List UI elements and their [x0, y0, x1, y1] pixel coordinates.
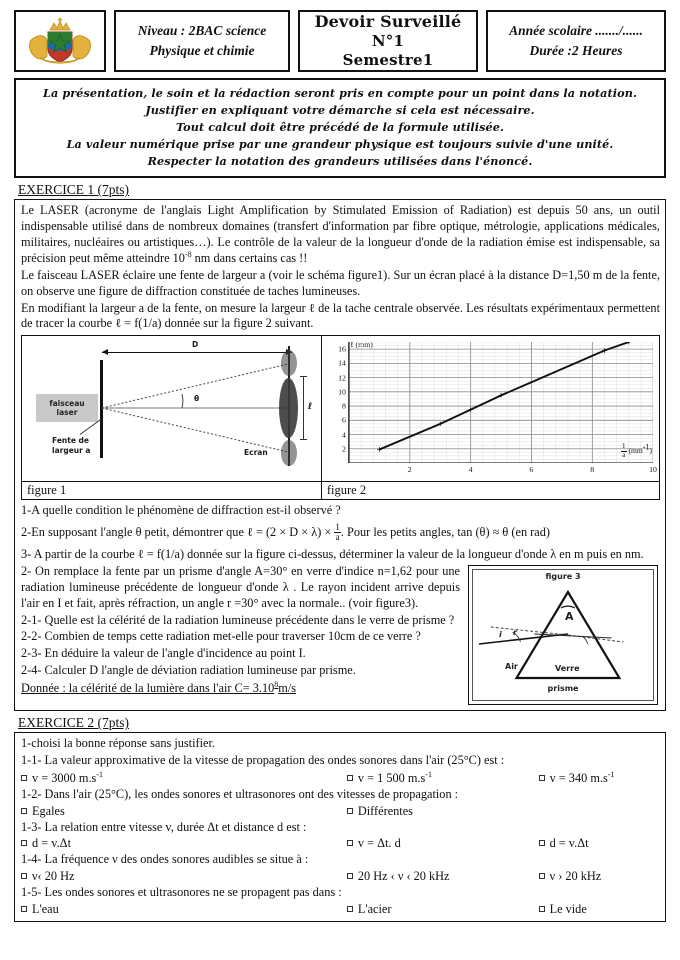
exercise1-question-1: 1-A quelle condition le phénomène de diffraction est-il observé ?: [21, 503, 341, 518]
figure1-ell-label: ℓ: [308, 402, 313, 413]
given-text-b: m/s: [278, 680, 297, 695]
x-axis-unit: $(mm^{-1})$: [628, 442, 652, 455]
q2-frac-num: 1: [335, 521, 340, 532]
figure1-screen-label: Ecran: [244, 448, 268, 458]
exercise1-intro-paragraph-3: En modifiant la largeur a de la fente, on mesure la largeur ℓ de la tache centrale observée. Les résultats expérimentaux permettent de tracer la courbe ℓ = f(1/a) donnée sur la figure 2 suivant.: [21, 300, 660, 331]
instruction-line: Justifier en expliquant votre démarche si cela est nécessaire.: [145, 103, 535, 118]
mcq-option[interactable]: [539, 836, 660, 852]
exercise1-question-3: 3- A partir de la courbe ℓ = f(1/a) donnée sur la figure ci-dessus, déterminer la valeur de la longueur d'onde λ en m puis en nm.: [21, 546, 644, 561]
checkbox-icon[interactable]: [539, 873, 545, 879]
x-axis-fraction: [621, 443, 627, 459]
mcq-option-label: ν‹ 20 Hz: [32, 869, 75, 884]
graph-x-tick: 8: [590, 465, 595, 475]
graph-x-axis-label: [621, 443, 652, 459]
mcq-option-label: d = v.Δt: [32, 836, 71, 851]
graph-y-tick: 12: [338, 373, 346, 383]
graph-y-axis-label: ℓ (mm): [349, 340, 373, 350]
figure2-caption: figure 2: [322, 481, 659, 499]
mcq-option-label: Le vide: [549, 901, 587, 916]
checkbox-icon[interactable]: [21, 775, 27, 781]
mcq-option[interactable]: [21, 770, 347, 787]
graph-y-tick: 16: [338, 344, 346, 354]
instructions-box: [14, 78, 666, 178]
diffraction-spot: [279, 378, 298, 438]
mcq-prompt: 1-3- La relation entre vitesse v, durée Δt et distance d est :: [21, 819, 307, 834]
exercise2-box: [14, 732, 666, 921]
graph-y-tick: 10: [338, 387, 346, 397]
checkbox-icon[interactable]: [21, 873, 27, 879]
graph-y-tick: 14: [338, 358, 346, 368]
exercise1-question-2: [21, 523, 660, 543]
graph-y-tick: 6: [341, 415, 346, 425]
checkbox-icon[interactable]: [21, 906, 27, 912]
mcq-option[interactable]: [347, 770, 539, 787]
diffraction-spot: [281, 350, 297, 376]
emblem-box: [14, 10, 106, 72]
instruction-line: Tout calcul doit être précédé de la formule utilisée.: [176, 120, 504, 135]
given-exponent: 8: [274, 679, 279, 689]
mcq-option[interactable]: [347, 902, 539, 918]
graph-x-tick: 4: [468, 465, 473, 475]
graph-y-tick: 4: [341, 430, 346, 440]
figure3-caption: figure 3: [545, 572, 581, 582]
mcq-prompt: 1-1- La valeur approximative de la vitesse de propagation des ondes sonores dans l'air (25°C) est :: [21, 753, 505, 768]
graph-x-tick: 6: [529, 465, 534, 475]
level-line-2: Physique et chimie: [149, 43, 255, 58]
q2-frac-den: a: [335, 532, 340, 543]
exercise1-intro-paragraph-2: Le faisceau LASER éclaire une fente de largeur a (voir le schéma figure1). Sur un écran placé à la distance D=1,50 m de la fente, on observe une figure de diffraction constituée de taches lumineuses.: [21, 268, 660, 298]
exercise1-title: EXERCICE 1 (7pts): [18, 182, 129, 198]
checkbox-icon[interactable]: [347, 808, 353, 814]
mcq-option[interactable]: [347, 804, 539, 820]
graph-plot-area: [338, 342, 657, 475]
exercise1-question-4: 2- On remplace la fente par un prisme d'angle A=30° en verre d'indice n=1,62 pour une radiation lumineuse précédente de longueur d'onde λ . Le rayon incident arrive depuis l'air en I et fait, après réfraction, un angle r =30° avec la normale.. (voir figure3).: [21, 564, 460, 610]
mcq-prompt: 1-5- Les ondes sonores et ultrasonores ne se propagent pas dans :: [21, 885, 342, 900]
checkbox-icon[interactable]: [539, 840, 545, 846]
figure2-cell: [321, 336, 659, 500]
instruction-line: La présentation, le soin et la rédaction seront pris en compte pour un point dans la notation.: [43, 86, 637, 100]
given-text-a: Donnée : la célérité de la lumière dans l'air C= 3.10: [21, 680, 275, 695]
mcq-option[interactable]: [539, 770, 660, 787]
checkbox-icon[interactable]: [347, 906, 353, 912]
mcq-option-row: [21, 869, 660, 885]
graph-svg: [349, 342, 653, 463]
checkbox-icon[interactable]: [539, 906, 545, 912]
exercise2-title: EXERCICE 2 (7pts): [18, 715, 129, 731]
year-duration-box: [486, 10, 666, 72]
mcq-option-label: v = Δt. d: [357, 836, 401, 851]
figure1-diagram: [22, 336, 321, 481]
x-axis-frac-den: a: [622, 450, 626, 459]
mcq-option[interactable]: [21, 869, 347, 885]
checkbox-icon[interactable]: [539, 775, 545, 781]
graph-y-tick: 2: [341, 444, 346, 454]
mcq-option[interactable]: [21, 902, 347, 918]
exercise1-question-4-2: 2-2- Combien de temps cette radiation met-elle pour traverser 10cm de ce verre ?: [21, 629, 421, 644]
mcq-option-row: [21, 836, 660, 852]
central-width-marker: [303, 376, 304, 440]
diffraction-rays: [22, 336, 321, 481]
mcq-option[interactable]: [347, 869, 539, 885]
laser-label-line-1: faisceau: [49, 398, 85, 408]
exercise1-intro-paragraph-1: [21, 203, 660, 267]
intro-exponent: -8: [184, 250, 192, 260]
exercise1-question-4-4: 2-4- Calculer D l'angle de déviation radiation lumineuse par prisme.: [21, 662, 356, 677]
exercise1-question-4-1: 2-1- Quelle est la célérité de la radiation lumineuse précédente dans le verre de prisme ?: [21, 612, 455, 627]
intro-text-a: Le LASER (acronyme de l'anglais Light Amplification by Stimulated Emission of Radiation) est depuis 50 ans, un outil indispensable utilisé dans de nombreux domaines (transfert d'information par fibre optique, métrologie, applications médicales, militaires, nucléaires ou artistiques…). Le contrôle de la valeur de la longueur d'onde de la radiation émise est indispensable, sa précision peut même atteindre 10: [21, 203, 660, 266]
exercise1-question-4-3: 2-3- En déduire la valeur de l'angle d'incidence au point I.: [21, 646, 306, 661]
exercise1-box: [14, 199, 666, 711]
figure1-distance-label: D: [192, 340, 199, 350]
graph-x-tick: 2: [407, 465, 412, 475]
mcq-option[interactable]: [539, 869, 660, 885]
checkbox-icon[interactable]: [347, 840, 353, 846]
x-axis-frac-num: 1: [622, 442, 626, 451]
figure3-glass-label: Verre: [555, 664, 580, 674]
page-header: [14, 10, 666, 72]
mcq-option-row: [21, 902, 660, 918]
mcq-option-label: v = 3000 $m.s^{-1}$: [32, 769, 103, 785]
figure1-caption: figure 1: [22, 481, 321, 499]
q2-text-b: . Pour les petits angles, tan (θ) ≈ θ (en rad): [340, 524, 550, 539]
figure1-theta-label: θ: [194, 394, 200, 404]
mcq-option[interactable]: [347, 836, 539, 852]
checkbox-icon[interactable]: [347, 873, 353, 879]
figure3-name-label: prisme: [547, 684, 579, 694]
slit-label-line-1: Fente de: [52, 436, 89, 446]
diffraction-spot: [281, 440, 297, 466]
exam-title-line-2: N°1: [371, 32, 405, 51]
mcq-option-label: L'eau: [32, 901, 59, 916]
instruction-line: Respecter la notation des grandeurs utilisées dans l'énoncé.: [147, 154, 533, 169]
figure2-graph: [322, 336, 659, 481]
mcq-option-row: [21, 804, 660, 820]
checkbox-icon[interactable]: [21, 840, 27, 846]
duration: Durée :2 Heures: [529, 43, 623, 58]
instruction-line: La valeur numérique prise par une grandeur physique est toujours suivie d'une unité.: [66, 137, 614, 152]
mcq-option-label: L'acier: [357, 901, 392, 916]
slit-label-line-2: largeur a: [52, 445, 91, 455]
mcq-prompt: 1-2- Dans l'air (25°C), les ondes sonores et ultrasonores ont des vitesses de propagation :: [21, 786, 459, 801]
mcq-list: [21, 753, 660, 918]
figure3-angle-label: A: [565, 610, 574, 624]
laser-label-line-2: laser: [56, 408, 78, 418]
mcq-option-label: Différentes: [357, 803, 413, 818]
exercise2-instruction: 1-choisi la bonne réponse sans justifier.: [21, 736, 215, 751]
mcq-option-label: ν › 20 kHz: [549, 869, 602, 884]
exam-title-line-3: Semestre1: [342, 51, 434, 70]
school-year: Année scolaire ......./......: [509, 22, 643, 38]
figure1-cell: [22, 336, 322, 500]
graph-x-tick: 10: [649, 465, 657, 475]
exam-title-line-1: Devoir Surveillé: [314, 11, 462, 31]
checkbox-icon[interactable]: [347, 775, 353, 781]
morocco-coat-of-arms-icon: [24, 16, 96, 66]
figure3-refraction-label: r: [513, 628, 517, 638]
intro-text-b: nm dans certains cas !!: [191, 251, 308, 266]
figure3-box: [468, 565, 658, 705]
mcq-prompt: 1-4- La fréquence ν des ondes sonores audibles se situe à :: [21, 852, 309, 867]
mcq-option-row: [21, 770, 660, 787]
mcq-option-label: Egales: [32, 803, 65, 818]
graph-y-tick: 8: [341, 401, 346, 411]
mcq-option-empty: [539, 804, 660, 820]
figures-table: [21, 335, 660, 500]
figure3-air-label: Air: [505, 662, 518, 672]
mcq-option-label: v = 340 $m.s^{-1}$: [549, 769, 615, 785]
exam-title-box: [298, 10, 478, 72]
level-line-1: Niveau : 2BAC science: [137, 22, 267, 38]
figure3-incidence-label: i: [499, 630, 502, 640]
q2-text-a: 2-En supposant l'angle θ petit, démontrer que ℓ = (2 × D × λ) ×: [21, 524, 335, 539]
mcq-option-label: d = v.Δt: [549, 836, 589, 851]
mcq-option[interactable]: [21, 836, 347, 852]
level-box: [114, 10, 290, 72]
mcq-option-label: v = 1 500 $m.s^{-1}$: [357, 769, 432, 785]
figure3-diagram: [472, 569, 654, 701]
mcq-option[interactable]: [539, 902, 660, 918]
mcq-option[interactable]: [21, 804, 347, 820]
mcq-option-label: 20 Hz ‹ ν ‹ 20 kHz: [357, 869, 450, 884]
checkbox-icon[interactable]: [21, 808, 27, 814]
